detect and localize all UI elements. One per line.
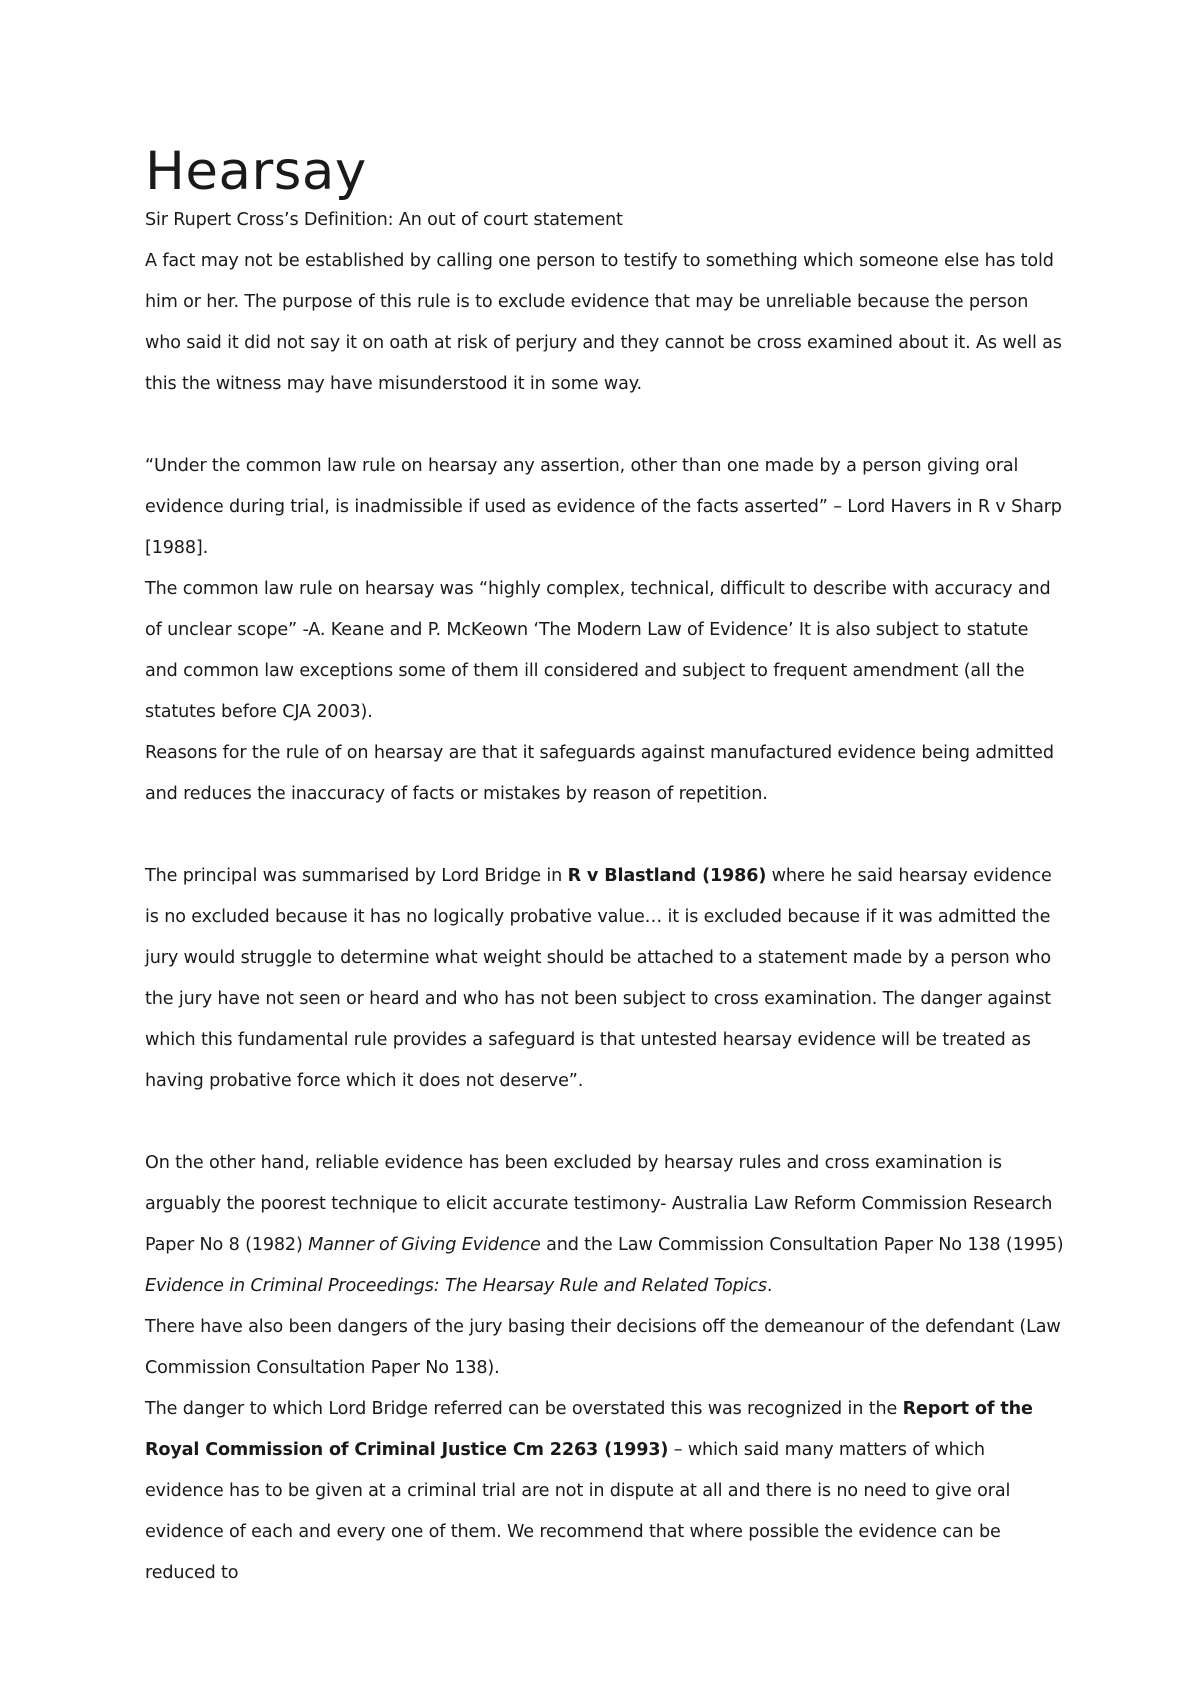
- paragraph-spacer: [145, 1102, 1065, 1143]
- case-citation-blastland: R v Blastland (1986): [567, 866, 767, 886]
- paragraph-keane-mckeown: The common law rule on hearsay was “highly complex, technical, difficult to describe with accuracy and of unclear scope” -A. Keane and P. McKeown ‘The Modern Law of Evidence’ It is also subject to statute and common law exceptions some of them ill considered and subject to frequent amendment (all the statutes before CJA 2003).: [145, 579, 1051, 722]
- paragraph-blastland: [145, 856, 1065, 1102]
- paragraph-demeanour: There have also been dangers of the jury basing their decisions off the demeanour of the defendant (Law Commission Consultation Paper No 138).: [145, 1317, 1061, 1378]
- text-run: and the Law Commission Consultation Paper No 138 (1995): [540, 1235, 1064, 1255]
- paragraph-reasons: Reasons for the rule of on hearsay are that it safeguards against manufactured evidence being admitted and reduces the inaccuracy of facts or mistakes by reason of repetition.: [145, 743, 1054, 804]
- definition-line: Sir Rupert Cross’s Definition: An out of court statement: [145, 210, 623, 230]
- paragraph-other-hand: [145, 1143, 1065, 1307]
- paragraph-royal-commission: [145, 1389, 1065, 1594]
- text-run: The danger to which Lord Bridge referred can be overstated this was recognized in the: [145, 1399, 903, 1419]
- publication-title-manner: Manner of Giving Evidence: [308, 1235, 541, 1255]
- paragraph-rule-purpose: A fact may not be established by calling one person to testify to something which someone else has told him or her. The purpose of this rule is to exclude evidence that may be unreliable because the person who said it did not say it on oath at risk of perjury and they cannot be cross examined about it. As well as this the witness may have misunderstood it in some way.: [145, 251, 1062, 394]
- text-run: where he said hearsay evidence is no excluded because it has no logically probative value… it is excluded because if it was admitted the jury would struggle to determine what weight should be attached to a statement made by a person who the jury have not seen or heard and who has not been subject to cross examination. The danger against which this fundamental rule provides a safeguard is that untested hearsay evidence will be treated as having probative force which it does not deserve”.: [145, 866, 1052, 1091]
- publication-title-evidence: Evidence in Criminal Proceedings: The Hearsay Rule and Related Topics: [145, 1276, 767, 1296]
- paragraph-lord-havers-quote: “Under the common law rule on hearsay any assertion, other than one made by a person giving oral evidence during trial, is inadmissible if used as evidence of the facts asserted” – Lord Havers in R v Sharp [1988].: [145, 456, 1062, 558]
- text-run: The principal was summarised by Lord Bridge in: [145, 866, 568, 886]
- document-title: Hearsay: [145, 141, 367, 202]
- report-citation: Report of the Royal Commission of Criminal Justice Cm 2263 (1993): [145, 1399, 1033, 1460]
- document-page: [145, 140, 1065, 1594]
- text-run: .: [766, 1276, 773, 1296]
- text-run: – which said many matters of which evidence has to be given at a criminal trial are not in dispute at all and there is no need to give oral evidence of each and every one of them. We recommend that where possible the evidence can be reduced to: [145, 1440, 1011, 1583]
- paragraph-spacer: [145, 815, 1065, 856]
- text-run: On the other hand, reliable evidence has been excluded by hearsay rules and cross examination is arguably the poorest technique to elicit accurate testimony- Australia Law Reform Commission Research Paper No 8 (1982): [145, 1153, 1053, 1255]
- paragraph-spacer: [145, 405, 1065, 446]
